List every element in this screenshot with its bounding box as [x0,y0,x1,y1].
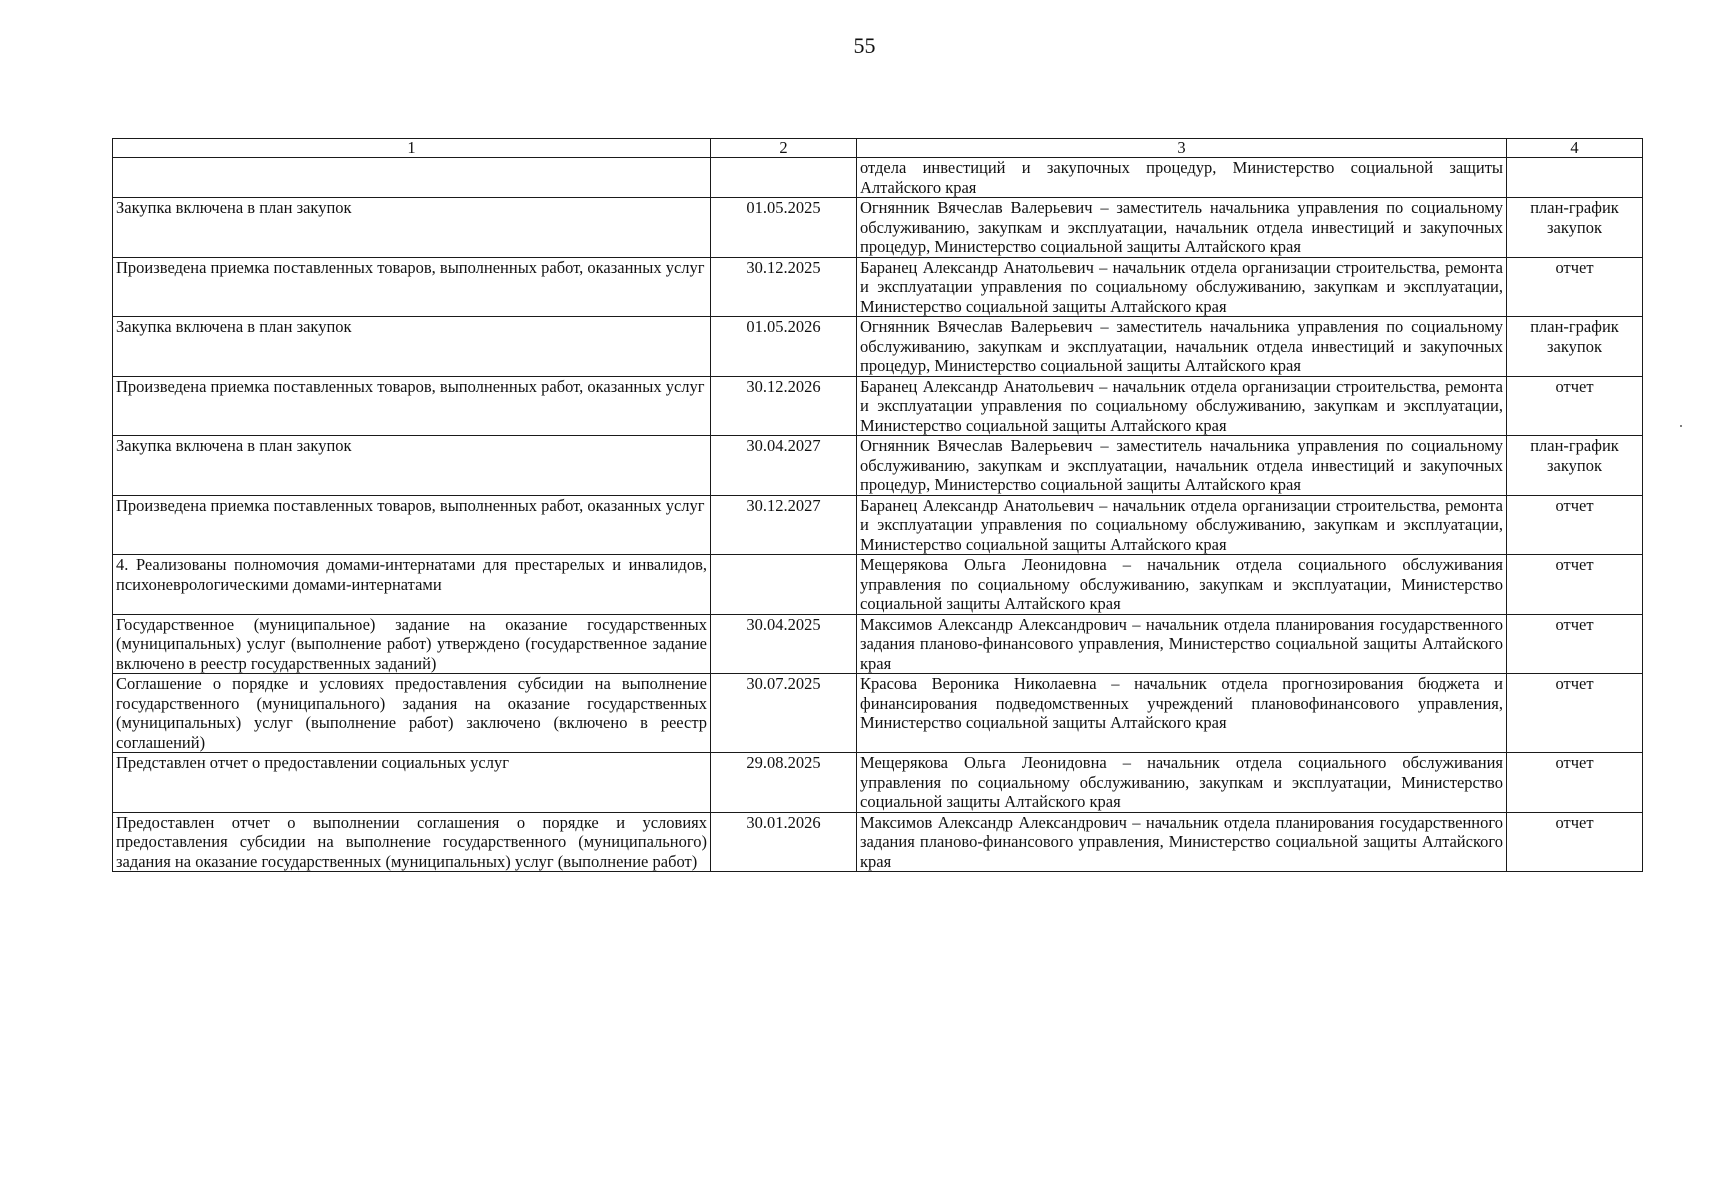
document-cell: отчет [1507,614,1643,674]
event-cell: Предоставлен отчет о выполнении соглашения о порядке и условиях предоставления субсидии на выполнение государственного (муниципального) задания на оказание государственных (муниципальных) услуг (выполнение работ) [113,812,711,872]
document-cell [1507,158,1643,198]
table-header [113,139,1643,158]
date-cell [711,158,857,198]
table-body [113,158,1643,872]
table-row [113,436,1643,496]
event-cell: Произведена приемка поставленных товаров, выполненных работ, оказанных услуг [113,257,711,317]
header-col-2: 2 [711,139,857,158]
header-col-1: 1 [113,139,711,158]
date-cell: 01.05.2026 [711,317,857,377]
event-cell: Закупка включена в план закупок [113,436,711,496]
responsible-cell: Красова Вероника Николаевна – начальник отдела прогнозирования бюджета и финансирования подведомственных учреждений плановофинансового управления, Министерство социальной защиты Алтайского края [857,674,1507,753]
document-cell: отчет [1507,555,1643,615]
event-cell: Государственное (муниципальное) задание на оказание государственных (муниципальных) услуг (выполнение работ) утверждено (государственное задание включено в реестр государственных заданий) [113,614,711,674]
responsible-cell: Огнянник Вячеслав Валерьевич – заместитель начальника управления по социальному обслуживанию, закупкам и эксплуатации, начальник отдела инвестиций и закупочных процедур, Министерство социальной защиты Алтайского края [857,317,1507,377]
page-number: 55 [853,33,876,58]
responsible-cell: отдела инвестиций и закупочных процедур, Министерство социальной защиты Алтайского края [857,158,1507,198]
document-cell: отчет [1507,753,1643,813]
responsible-cell: Огнянник Вячеслав Валерьевич – заместитель начальника управления по социальному обслуживанию, закупкам и эксплуатации, начальник отдела инвестиций и закупочных процедур, Министерство социальной защиты Алтайского края [857,198,1507,258]
date-cell: 30.01.2026 [711,812,857,872]
table-row [113,674,1643,753]
document-cell: план-график закупок [1507,436,1643,496]
document-cell: отчет [1507,674,1643,753]
header-col-4: 4 [1507,139,1643,158]
event-cell: Произведена приемка поставленных товаров, выполненных работ, оказанных услуг [113,495,711,555]
date-cell: 30.12.2025 [711,257,857,317]
date-cell: 30.07.2025 [711,674,857,753]
date-cell [711,555,857,615]
responsible-cell: Баранец Александр Анатольевич – начальник отдела организации строительства, ремонта и эксплуатации управления по социальному обслуживанию, закупкам и эксплуатации, Министерство социальной защиты Алтайского края [857,376,1507,436]
table-row [113,198,1643,258]
table-row [113,495,1643,555]
table-row [113,555,1643,615]
responsible-cell: Мещерякова Ольга Леонидовна – начальник отдела социального обслуживания управления по социальному обслуживанию, закупкам и эксплуатации, Министерство социальной защиты Алтайского края [857,753,1507,813]
date-cell: 01.05.2025 [711,198,857,258]
responsible-cell: Баранец Александр Анатольевич – начальник отдела организации строительства, ремонта и эксплуатации управления по социальному обслуживанию, закупкам и эксплуатации, Министерство социальной защиты Алтайского края [857,495,1507,555]
event-cell: Произведена приемка поставленных товаров, выполненных работ, оказанных услуг [113,376,711,436]
document-cell: отчет [1507,495,1643,555]
responsible-cell: Максимов Александр Александрович – начальник отдела планирования государственного задания планово-финансового управления, Министерство социальной защиты Алтайского края [857,614,1507,674]
event-cell: 4. Реализованы полномочия домами-интернатами для престарелых и инвалидов, психоневрологическими домами-интернатами [113,555,711,615]
date-cell: 29.08.2025 [711,753,857,813]
event-cell [113,158,711,198]
responsible-cell: Мещерякова Ольга Леонидовна – начальник отдела социального обслуживания управления по социальному обслуживанию, закупкам и эксплуатации, Министерство социальной защиты Алтайского края [857,555,1507,615]
scan-speck [1680,425,1682,427]
document-cell: план-график закупок [1507,317,1643,377]
header-col-3: 3 [857,139,1507,158]
responsible-cell: Баранец Александр Анатольевич – начальник отдела организации строительства, ремонта и эксплуатации управления по социальному обслуживанию, закупкам и эксплуатации, Министерство социальной защиты Алтайского края [857,257,1507,317]
event-cell: Закупка включена в план закупок [113,198,711,258]
table-row [113,376,1643,436]
responsible-cell: Максимов Александр Александрович – начальник отдела планирования государственного задания планово-финансового управления, Министерство социальной защиты Алтайского края [857,812,1507,872]
event-cell: Соглашение о порядке и условиях предоставления субсидии на выполнение государственного (муниципального) задания на оказание государственных (муниципальных) услуг (выполнение работ) заключено (включено в реестр соглашений) [113,674,711,753]
date-cell: 30.12.2026 [711,376,857,436]
date-cell: 30.04.2025 [711,614,857,674]
header-row [113,139,1643,158]
document-cell: отчет [1507,812,1643,872]
event-cell: Представлен отчет о предоставлении социальных услуг [113,753,711,813]
table-row [113,812,1643,872]
date-cell: 30.12.2027 [711,495,857,555]
document-cell: план-график закупок [1507,198,1643,258]
event-cell: Закупка включена в план закупок [113,317,711,377]
document-cell: отчет [1507,257,1643,317]
control-points-table [112,138,1643,872]
table-row [113,158,1643,198]
responsible-cell: Огнянник Вячеслав Валерьевич – заместитель начальника управления по социальному обслуживанию, закупкам и эксплуатации, начальник отдела инвестиций и закупочных процедур, Министерство социальной защиты Алтайского края [857,436,1507,496]
document-cell: отчет [1507,376,1643,436]
table-row [113,317,1643,377]
table-row [113,753,1643,813]
table-row [113,614,1643,674]
table-row [113,257,1643,317]
date-cell: 30.04.2027 [711,436,857,496]
